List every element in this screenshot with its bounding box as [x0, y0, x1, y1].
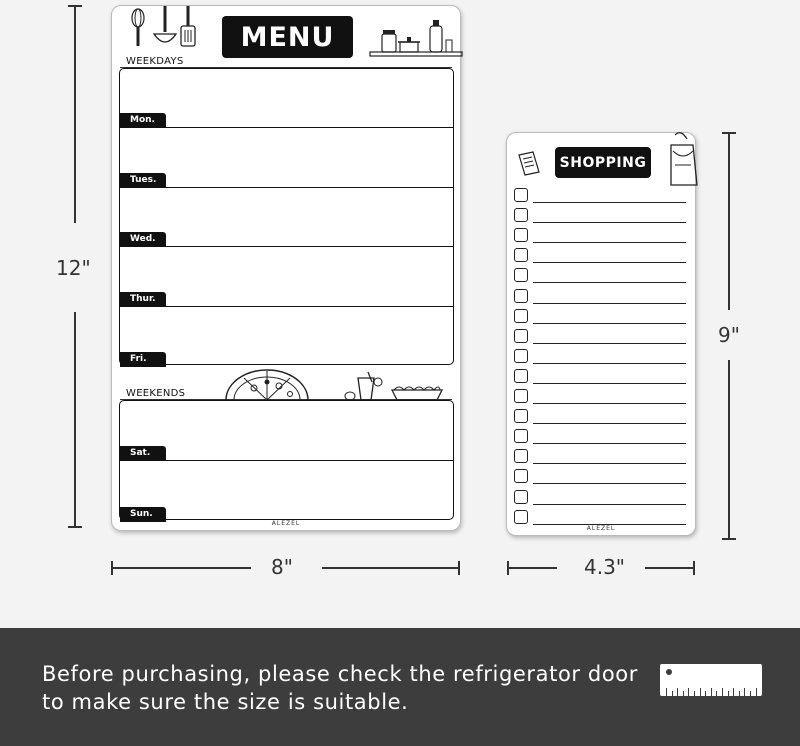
shopping-title: SHOPPING [555, 147, 651, 178]
day-tag-fri: Fri. [120, 352, 166, 367]
shopping-bag-icon [667, 131, 699, 189]
weekday-plan-grid [119, 68, 454, 365]
shopping-width-line-right [645, 567, 695, 569]
ruler-tick [739, 691, 740, 696]
write-line [533, 242, 686, 243]
list-item[interactable] [514, 245, 690, 265]
weekdays-label: WEEKDAYS [126, 56, 184, 67]
write-line [533, 363, 686, 364]
ladle-icon [152, 6, 178, 48]
weekends-label: WEEKENDS [126, 388, 186, 399]
list-item[interactable] [514, 386, 690, 406]
day-tag-sat: Sat. [120, 446, 166, 461]
ruler-tick [694, 691, 695, 696]
menu-board [111, 5, 461, 531]
checkbox[interactable] [514, 349, 528, 363]
checkbox[interactable] [514, 309, 528, 323]
ruler-tick [756, 688, 757, 696]
list-item[interactable] [514, 346, 690, 366]
write-line [533, 303, 686, 304]
ruler-tick [728, 691, 729, 696]
checkbox[interactable] [514, 369, 528, 383]
write-line [533, 323, 686, 324]
ruler-tick [722, 688, 723, 696]
checkbox[interactable] [514, 490, 528, 504]
drink-icon [344, 372, 388, 402]
list-item[interactable] [514, 185, 690, 205]
day-tag-wed: Wed. [120, 232, 166, 247]
list-item[interactable] [514, 326, 690, 346]
day-row-wed[interactable] [120, 188, 453, 247]
shopping-height-line-top [728, 132, 730, 310]
menu-height-line-bottom [74, 312, 76, 528]
list-item[interactable] [514, 466, 690, 486]
write-line [533, 383, 686, 384]
spatula-icon [179, 6, 197, 48]
ruler-icon [660, 664, 762, 696]
receipt-icon [515, 151, 543, 177]
list-item[interactable] [514, 205, 690, 225]
checkbox[interactable] [514, 429, 528, 443]
day-tag-sun: Sun. [120, 507, 166, 522]
checkbox[interactable] [514, 289, 528, 303]
kitchen-shelf-icon [370, 16, 462, 60]
ruler-tick [700, 688, 701, 696]
footer-banner [0, 628, 800, 746]
ruler-tick [733, 688, 734, 696]
list-item[interactable] [514, 426, 690, 446]
list-item[interactable] [514, 306, 690, 326]
list-item[interactable] [514, 225, 690, 245]
ruler-hole [666, 669, 672, 675]
checkbox[interactable] [514, 248, 528, 262]
checkbox[interactable] [514, 389, 528, 403]
menu-height-label: 12" [56, 256, 91, 280]
list-item[interactable] [514, 446, 690, 466]
ruler-tick [744, 688, 745, 696]
checkbox[interactable] [514, 329, 528, 343]
checkbox[interactable] [514, 469, 528, 483]
menu-title: MENU [222, 16, 353, 58]
list-item[interactable] [514, 366, 690, 386]
write-line [533, 463, 686, 464]
write-line [533, 282, 686, 283]
ruler-tick [666, 688, 667, 696]
write-line [533, 483, 686, 484]
menu-width-line-left [111, 567, 251, 569]
list-item[interactable] [514, 507, 690, 527]
write-line [533, 222, 686, 223]
shopping-width-tick-right [693, 561, 695, 575]
shopping-width-label: 4.3" [584, 555, 626, 579]
checkbox[interactable] [514, 208, 528, 222]
checkbox[interactable] [514, 510, 528, 524]
ruler-tick [683, 691, 684, 696]
menu-brand: ALEZEL [271, 520, 301, 527]
list-item[interactable] [514, 406, 690, 426]
day-tag-thur: Thur. [120, 292, 166, 307]
whisk-icon [130, 8, 146, 48]
write-line [533, 343, 686, 344]
shopping-height-label: 9" [718, 323, 740, 347]
day-row-mon[interactable] [120, 69, 453, 128]
ruler-tick [716, 691, 717, 696]
write-line [533, 262, 686, 263]
shopping-width-line-left [507, 567, 557, 569]
checkbox[interactable] [514, 188, 528, 202]
day-tag-mon: Mon. [120, 113, 166, 128]
menu-height-tick-bottom [68, 526, 82, 528]
write-line [533, 403, 686, 404]
ruler-tick [750, 691, 751, 696]
shopping-height-tick-bottom [722, 538, 736, 540]
list-item[interactable] [514, 286, 690, 306]
menu-width-line-right [322, 567, 460, 569]
ruler-tick [677, 688, 678, 696]
checkbox[interactable] [514, 268, 528, 282]
checkbox[interactable] [514, 449, 528, 463]
day-row-tues[interactable] [120, 128, 453, 187]
pizza-icon [224, 368, 310, 400]
shopping-brand: ALEZEL [586, 525, 616, 532]
write-line [533, 202, 686, 203]
ruler-tick [711, 688, 712, 696]
menu-width-label: 8" [271, 555, 293, 579]
write-line [533, 443, 686, 444]
day-row-fri[interactable] [120, 307, 453, 366]
ruler-tick [672, 691, 673, 696]
ruler-tick [688, 688, 689, 696]
day-row-sat[interactable] [120, 401, 453, 461]
shopping-height-line-bottom [728, 360, 730, 540]
write-line [533, 504, 686, 505]
weekend-plan-grid [119, 400, 454, 520]
menu-width-tick-right [458, 561, 460, 575]
list-item[interactable] [514, 265, 690, 285]
day-tag-tues: Tues. [120, 173, 166, 188]
day-row-thur[interactable] [120, 247, 453, 306]
write-line [533, 423, 686, 424]
ruler-tick [705, 691, 706, 696]
menu-height-line-top [74, 5, 76, 223]
checkbox[interactable] [514, 228, 528, 242]
list-item[interactable] [514, 487, 690, 507]
shopping-board [506, 132, 696, 536]
footer-notice: Before purchasing, please check the refrigerator door to make sure the size is suitable. [42, 662, 638, 714]
day-row-sun[interactable] [120, 461, 453, 521]
checkbox[interactable] [514, 409, 528, 423]
